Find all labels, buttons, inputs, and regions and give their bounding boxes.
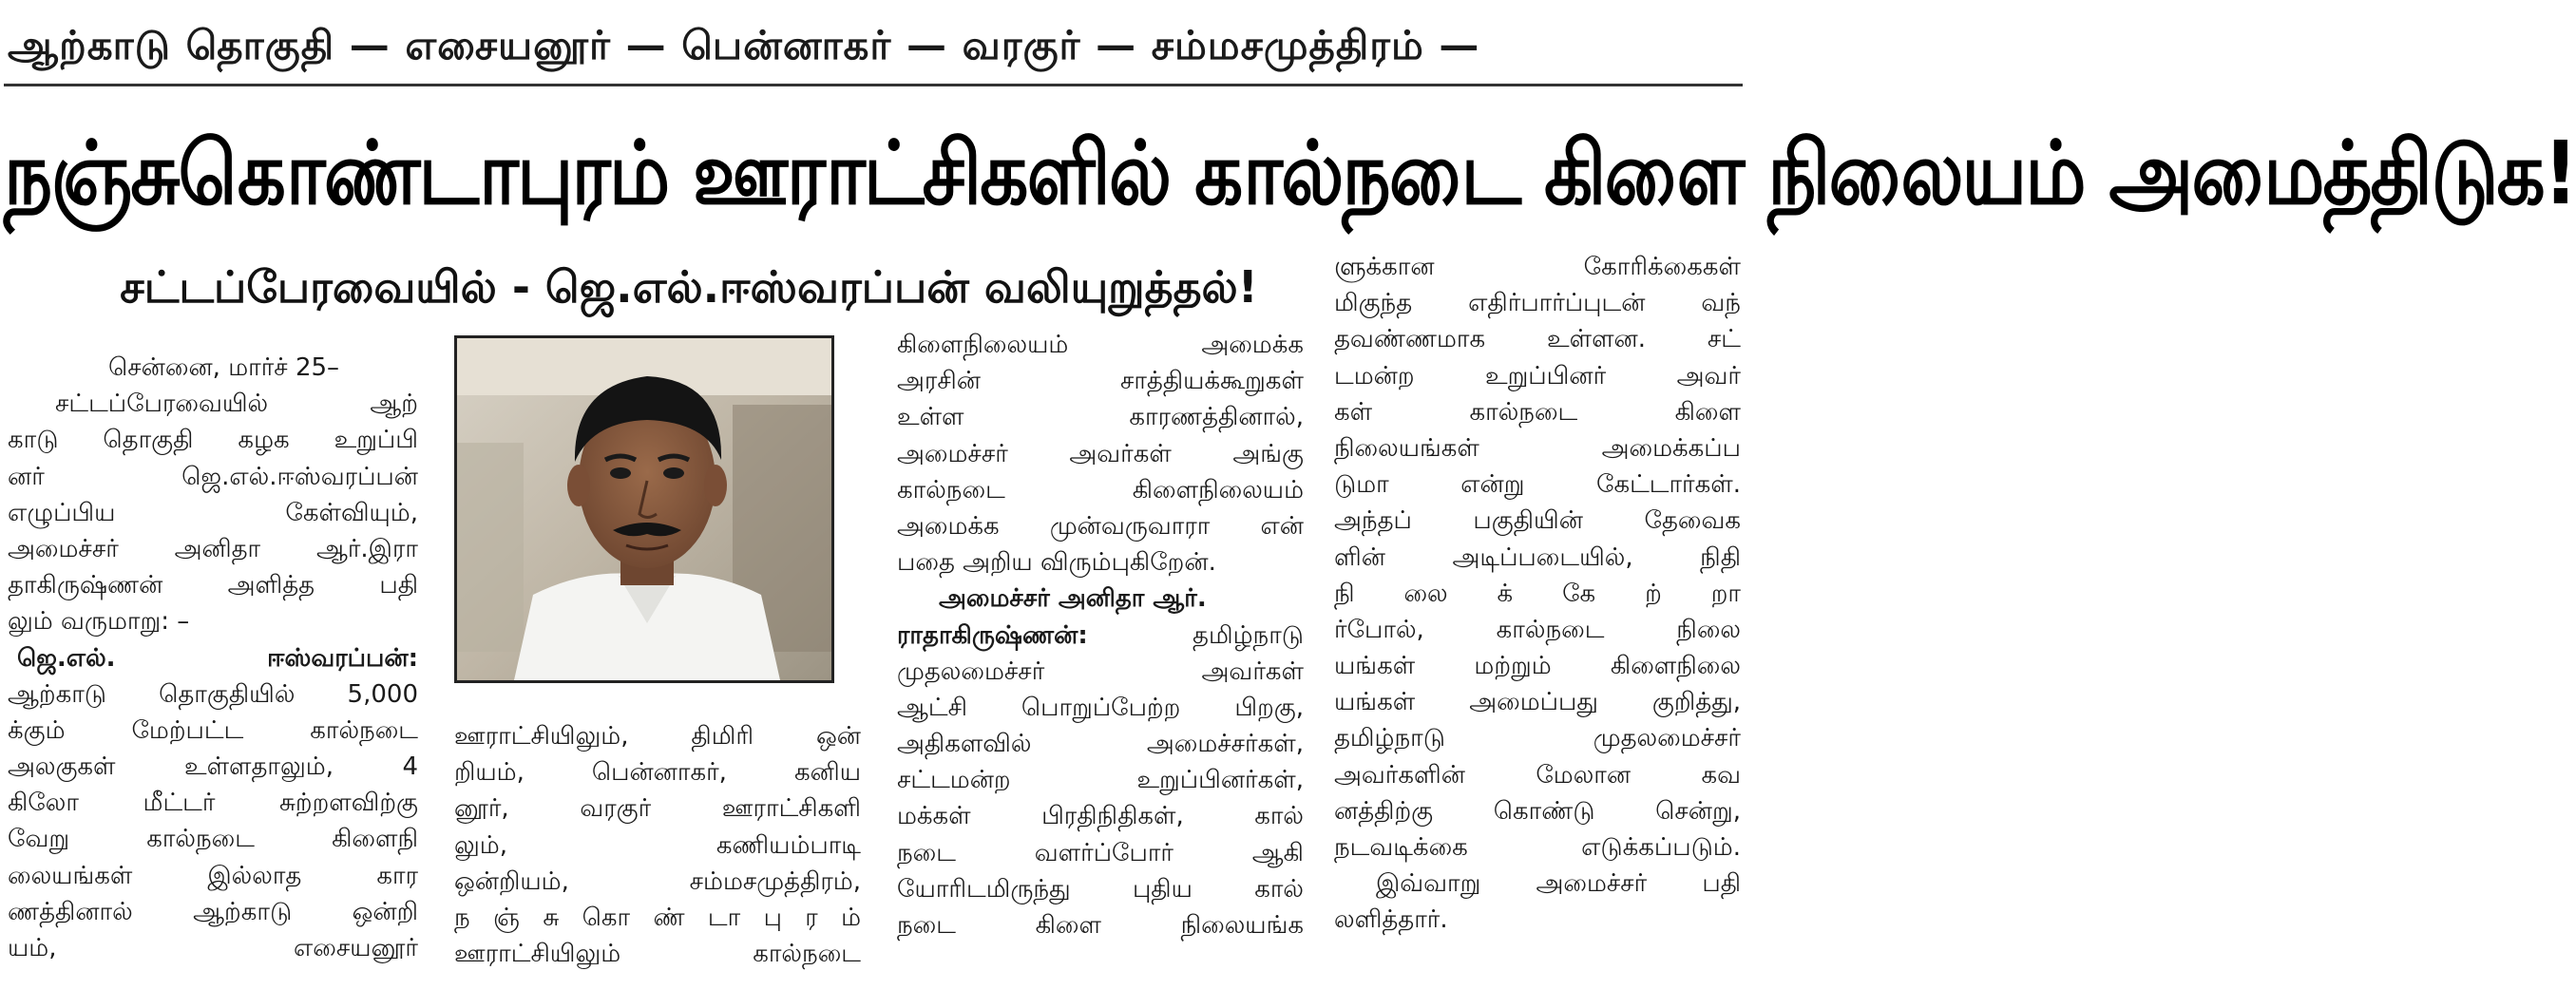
text-line: யங்கள் அமைப்பது குறித்து, bbox=[1334, 688, 1741, 717]
text-line: ஊராட்சியிலும் கால்நடை bbox=[454, 940, 861, 969]
text-line: ஆற்காடு தொகுதியில் 5,000 bbox=[8, 679, 418, 709]
text-line: யம், எசையனூர் bbox=[8, 934, 418, 962]
text-line: அமைக்க முன்வருவாரா என் bbox=[897, 511, 1304, 541]
text-line: சட்டமன்ற உறுப்பினர்கள், bbox=[897, 766, 1304, 795]
article-column-2 bbox=[454, 718, 861, 972]
text-line: லளித்தார். bbox=[1334, 905, 1448, 935]
text-line: இவ்வாறு அமைச்சர் பதி bbox=[1376, 869, 1741, 899]
text-line: அமைச்சர் அனிதா ஆர்.இரா bbox=[8, 534, 418, 563]
text-line: யோரிடமிருந்து புதிய கால் bbox=[897, 874, 1304, 904]
text-line: அந்தப் பகுதியின் தேவைக bbox=[1334, 506, 1741, 536]
text-line: ஊராட்சியிலும், திமிரி ஒன் bbox=[454, 722, 861, 751]
text-line: யங்கள் மற்றும் கிளைநிலை bbox=[1334, 652, 1741, 681]
text-line: பதை அறிய விரும்புகிறேன். bbox=[897, 548, 1216, 578]
text-line: கிலோ மீட்டர் சுற்றளவிற்கு bbox=[8, 789, 418, 818]
dateline: சென்னை, மார்ச் 25– bbox=[108, 353, 340, 382]
text-line: அதிகளவில் அமைச்சர்கள், bbox=[897, 730, 1304, 759]
text-fragment: தமிழ்நாடு bbox=[1087, 620, 1304, 650]
text-line: டுமா என்று கேட்டார்கள். bbox=[1334, 470, 1741, 500]
text-line: நடை கிளை நிலையங்க bbox=[897, 911, 1304, 940]
text-line: வேறு கால்நடை கிளைநி bbox=[8, 825, 418, 854]
article-column-4 bbox=[1334, 249, 1741, 939]
text-line: எழுப்பிய கேள்வியும், bbox=[8, 498, 418, 527]
text-line: அமைச்சர் அவர்கள் அங்கு bbox=[897, 439, 1304, 468]
text-line: ளுக்கான கோரிக்கைகள் bbox=[1334, 253, 1741, 281]
headline: நஞ்சுகொண்டாபுரம் ஊராட்சிகளில் கால்நடை கிளை நிலையம் அமைத்திடுக! bbox=[4, 122, 2576, 224]
text-line: கிளைநிலையம் அமைக்க bbox=[897, 331, 1304, 359]
text-line: டமன்ற உறுப்பினர் அவர் bbox=[1334, 361, 1741, 390]
text-line: காடு தொகுதி கழக உறுப்பி bbox=[8, 426, 418, 455]
text-line: தவண்ணமாக உள்ளன. சட் bbox=[1334, 325, 1741, 354]
speaker-label: ஜெ.எல். ஈஸ்வரப்பன்: bbox=[17, 643, 418, 673]
article-column-3 bbox=[897, 327, 1304, 943]
subheadline: சட்டப்பேரவையில் - ஜெ.எல்.ஈஸ்வரப்பன் வலியுறுத்தல்! bbox=[120, 261, 1258, 313]
text-line: லும், கணியம்பாடி bbox=[454, 830, 861, 860]
kicker-line: ஆற்காடு தொகுதி — எசையனூர் — பென்னாகர் — வரகுர் — சம்மசமுத்திரம் — bbox=[8, 22, 1480, 68]
text-line: றியம், பென்னாகர், கனிய bbox=[454, 758, 861, 788]
speaker-label-cont: ராதாகிருஷ்ணன்: bbox=[897, 620, 1088, 650]
text-line: நிலையங்கள் அமைக்கப்ப bbox=[1334, 433, 1741, 463]
text-line: தாகிருஷ்ணன் அளித்த பதி bbox=[8, 571, 418, 600]
speaker-label: அமைச்சர் அனிதா ஆர். bbox=[939, 584, 1207, 614]
text-line: நி லை க் கே ற் றா bbox=[1334, 579, 1741, 608]
text-line: நடவடிக்கை எடுக்கப்படும். bbox=[1334, 833, 1741, 862]
portrait-photo bbox=[454, 335, 834, 683]
text-line: ர்போல், கால்நடை நிலை bbox=[1334, 615, 1741, 644]
text-line: உள்ள காரணத்தினால், bbox=[897, 403, 1304, 432]
text-line: ணத்தினால் ஆற்காடு ஒன்றி bbox=[8, 897, 418, 926]
text-line: தமிழ்நாடு முதலமைச்சர் bbox=[1334, 724, 1741, 753]
text-line: னத்திற்கு கொண்டு சென்று, bbox=[1334, 796, 1741, 826]
text-line: மிகுந்த எதிர்பார்ப்புடன் வந் bbox=[1334, 289, 1741, 318]
text-line: லும் வருமாறு: – bbox=[8, 607, 190, 637]
text-line: கள் கால்நடை கிளை bbox=[1334, 397, 1741, 427]
text-line: ந ஞ் சு கொ ண் டா பு ர ம் bbox=[454, 903, 861, 932]
text-line: க்கும் மேற்பட்ட கால்நடை bbox=[8, 715, 418, 745]
text-line bbox=[897, 618, 1304, 654]
text-line: னூர், வரகுர் ஊராட்சிகளி bbox=[454, 794, 861, 824]
text-line: ஆட்சி பொறுப்பேற்ற பிறகு, bbox=[897, 693, 1304, 722]
text-line: சட்டப்பேரவையில் ஆற் bbox=[55, 390, 418, 419]
text-line: னர் ஜெ.எல்.ஈஸ்வரப்பன் bbox=[8, 462, 418, 491]
text-line: ஒன்றியம், சம்மசமுத்திரம், bbox=[454, 866, 861, 896]
text-line: நடை வளர்ப்போர் ஆகி bbox=[897, 838, 1304, 867]
text-line: முதலமைச்சர் அவர்கள் bbox=[897, 657, 1304, 686]
text-line: அரசின் சாத்தியக்கூறுகள் bbox=[897, 367, 1304, 396]
portrait-image bbox=[457, 338, 831, 680]
text-line: அவர்களின் மேலான கவ bbox=[1334, 760, 1741, 790]
text-line: மக்கள் பிரதிநிதிகள், கால் bbox=[897, 802, 1304, 831]
text-line: அலகுகள் உள்ளதாலும், 4 bbox=[8, 752, 418, 782]
text-line: ளின் அடிப்படையில், நிதி bbox=[1334, 543, 1741, 572]
text-line: லையங்கள் இல்லாத கார bbox=[8, 861, 418, 890]
divider-rule bbox=[4, 84, 1743, 86]
article-column-1 bbox=[8, 350, 418, 966]
text-line: கால்நடை கிளைநிலையம் bbox=[897, 475, 1304, 505]
